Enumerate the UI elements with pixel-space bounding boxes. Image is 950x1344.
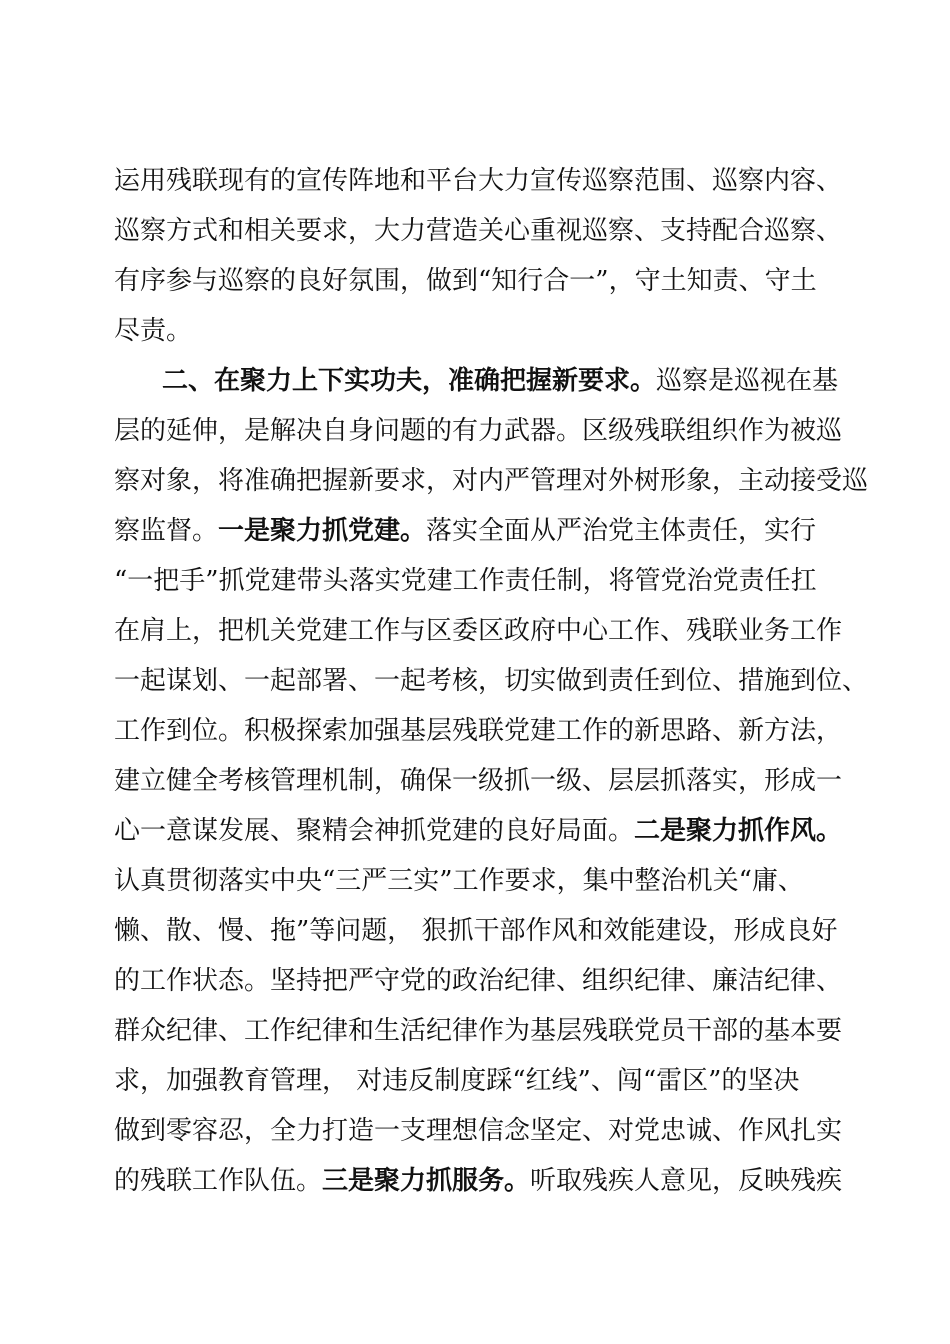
text-line: 认真贯彻落实中央“三严三实”工作要求，集中整治机关“庸、 <box>114 866 804 896</box>
text-line: 在肩上，把机关党建工作与区委区政府中心工作、残联业务工作 <box>114 616 843 646</box>
text-span: 的残联工作队伍。 <box>114 1166 323 1196</box>
text-line: 的工作状态。坚持把严守党的政治纪律、组织纪律、廉洁纪律、 <box>114 966 843 996</box>
text-line: 工作到位。积极探索加强基层残联党建工作的新思路、新方法， <box>114 716 843 746</box>
text-line: “一把手”抓党建带头落实党建工作责任制，将管党治党责任扛 <box>114 566 817 596</box>
text-line: 尽责。 <box>114 316 193 346</box>
text-line: 群众纪律、工作纪律和生活纪律作为基层残联党员干部的基本要 <box>114 1016 843 1046</box>
point-heading: 三是聚力抓服务。 <box>322 1166 531 1196</box>
text-span: 巡察是巡视在基 <box>656 366 839 396</box>
section-heading: 二、在聚力上下实功夫，准确把握新要求。 <box>162 366 657 396</box>
point-heading: 二是聚力抓作风。 <box>634 816 843 846</box>
text-line: 察对象，将准确把握新要求，对内严管理对外树形象，主动接受巡 <box>114 466 869 496</box>
text-span: 察监督。 <box>114 516 219 546</box>
text-line: 运用残联现有的宣传阵地和平台大力宣传巡察范围、巡察内容、 <box>114 166 843 196</box>
text-line: 做到零容忍，全力打造一支理想信念坚定、对党忠诚、作风扎实 <box>114 1116 843 1146</box>
text-line: 巡察方式和相关要求，大力营造关心重视巡察、支持配合巡察、 <box>114 216 843 246</box>
text-line <box>114 506 854 556</box>
text-line: 求，加强教育管理， 对违反制度踩“红线”、闯“雷区”的坚决 <box>114 1066 800 1096</box>
text-line <box>114 806 854 856</box>
text-span: 落实全面从严治党主体责任，实行 <box>426 516 817 546</box>
text-line: 建立健全考核管理机制，确保一级抓一级、层层抓落实，形成一 <box>114 766 843 796</box>
text-line <box>114 1156 854 1206</box>
text-line <box>162 356 902 406</box>
text-line: 有序参与巡察的良好氛围，做到“知行合一”，守土知责、守土 <box>114 266 817 296</box>
text-line: 懒、散、慢、拖”等问题， 狠抓干部作风和效能建设，形成良好 <box>114 916 838 946</box>
text-span: 听取残疾人意见，反映残疾 <box>530 1166 843 1196</box>
point-heading: 一是聚力抓党建。 <box>218 516 427 546</box>
text-line: 层的延伸，是解决自身问题的有力武器。区级残联组织作为被巡 <box>114 416 843 446</box>
text-line: 一起谋划、一起部署、一起考核，切实做到责任到位、措施到位、 <box>114 666 869 696</box>
text-span: 心一意谋发展、聚精会神抓党建的良好局面。 <box>114 816 635 846</box>
